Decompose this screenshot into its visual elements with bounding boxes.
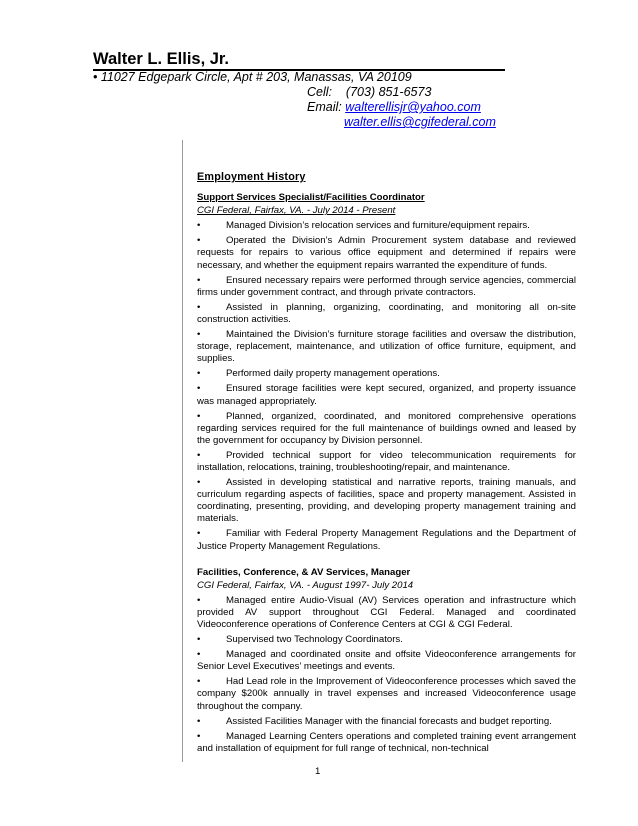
bullet-item — [197, 302, 576, 326]
bullet-icon: • — [197, 730, 201, 742]
bullet-item — [197, 383, 576, 407]
job-subtitle: CGI Federal, Fairfax, VA. - July 2014 - Present — [197, 205, 396, 217]
resume-body — [197, 171, 576, 758]
bullet-icon: • — [197, 383, 201, 395]
bullet-text: Operated the Division’s Admin Procurement system database and reviewed requests for repairs to various office equipment and determined if repairs were necessary, and whether the equipment repairs warranted the expenditure of funds. — [197, 235, 576, 271]
section-title: Employment History — [197, 171, 306, 183]
email-line — [307, 100, 481, 115]
bullet-icon: • — [197, 634, 201, 646]
margin-rule — [182, 140, 183, 762]
bullet-text: Managed and coordinated onsite and offsite Videoconference arrangements for Senior Level Executives’ meetings and events. — [197, 649, 576, 673]
bullet-text: Maintained the Division’s furniture storage facilities and oversaw the distribution, storage, replacement, maintenance, and utilization of office furniture, equipment, and supplies. — [197, 329, 576, 365]
address-line: • 11027 Edgepark Circle, Apt # 203, Manassas, VA 20109 — [93, 70, 412, 84]
bullet-item — [197, 595, 576, 631]
bullet-text: Ensured necessary repairs were performed through service agencies, commercial firms under government contract, and through private contractors. — [197, 274, 576, 298]
bullet-item — [197, 716, 576, 728]
job-title: Facilities, Conference, & AV Services, Manager — [197, 566, 411, 578]
bullet-icon: • — [197, 368, 201, 380]
bullet-icon: • — [197, 329, 201, 341]
bullet-item — [197, 676, 576, 712]
bullet-item — [197, 235, 576, 271]
bullet-icon: • — [197, 528, 201, 540]
bullet-icon: • — [197, 676, 201, 688]
job-title: Support Services Specialist/Facilities Coordinator — [197, 192, 425, 204]
bullet-icon: • — [197, 220, 201, 232]
bullet-icon: • — [197, 274, 201, 286]
bullet-item — [197, 450, 576, 474]
bullet-text: Planned, organized, coordinated, and monitored comprehensive operations regarding services required for the full maintenance of buildings owned and leased by the government for occupancy by Division personnel. — [197, 410, 576, 446]
cell-line — [307, 85, 431, 100]
job-list — [197, 192, 576, 755]
email-link-primary[interactable]: walterellisjr@yahoo.com — [345, 100, 481, 114]
page-number: 1 — [315, 766, 321, 777]
bullet-item — [197, 329, 576, 365]
bullet-icon: • — [197, 477, 201, 489]
bullet-text: Managed Division’s relocation services and furniture/equipment repairs. — [226, 220, 530, 232]
bullet-icon: • — [197, 410, 201, 422]
bullet-item — [197, 411, 576, 447]
bullet-item — [197, 368, 576, 380]
bullet-text: Ensured storage facilities were kept secured, organized, and property issuance was managed appropriately. — [197, 383, 576, 407]
email-link-secondary[interactable]: walter.ellis@cgifederal.com — [344, 115, 496, 129]
bullet-text: Familiar with Federal Property Management Regulations and the Department of Justice Property Management Regulations. — [197, 528, 576, 552]
bullet-text: Supervised two Technology Coordinators. — [226, 634, 403, 646]
bullet-item — [197, 275, 576, 299]
bullet-item — [197, 220, 576, 232]
bullet-icon: • — [197, 235, 201, 247]
bullet-text: Performed daily property management operations. — [226, 368, 440, 380]
bullet-icon: • — [197, 715, 201, 727]
bullet-text: Had Lead role in the Improvement of Videoconference processes which saved the company $200k annually in travel expenses and increased Videoconference usage throughout the company. — [197, 676, 576, 712]
bullet-item — [197, 649, 576, 673]
cell-number: (703) 851-6573 — [345, 85, 432, 99]
bullet-text: Provided technical support for video telecommunication requirements for installation, relocations, training, troubleshooting/repair, and maintenance. — [197, 449, 576, 473]
bullet-item — [197, 477, 576, 525]
bullet-text: Assisted Facilities Manager with the financial forecasts and budget reporting. — [226, 715, 552, 727]
bullet-icon: • — [197, 449, 201, 461]
cell-label: Cell: — [307, 85, 333, 99]
bullet-icon: • — [197, 649, 201, 661]
resume-name: Walter L. Ellis, Jr. — [93, 50, 505, 71]
bullet-item — [197, 528, 576, 552]
email-label: Email: — [307, 100, 342, 114]
job-subtitle: CGI Federal, Fairfax, VA. - August 1997- July 2014 — [197, 579, 414, 591]
bullet-text: Managed Learning Centers operations and completed training event arrangement and installation of equipment for full range of technical, non-technical — [197, 730, 576, 754]
bullet-icon: • — [197, 301, 201, 313]
bullet-text: Assisted in developing statistical and narrative reports, training manuals, and curriculum regarding aspects of facilities, space and property management. Assisted in coordinating, presenting, providing, and developing property management training and materials. — [197, 477, 576, 525]
bullet-text: Assisted in planning, organizing, coordinating, and monitoring all on-site construction activities. — [197, 301, 576, 325]
bullet-text: Managed entire Audio-Visual (AV) Services operation and infrastructure which provided AV support throughout CGI Federal. Managed and coordinated Videoconference operations of Conference Centers at CGI & CGI Federal. — [197, 594, 576, 630]
bullet-icon: • — [197, 594, 201, 606]
bullet-item — [197, 731, 576, 755]
bullet-item — [197, 634, 576, 646]
